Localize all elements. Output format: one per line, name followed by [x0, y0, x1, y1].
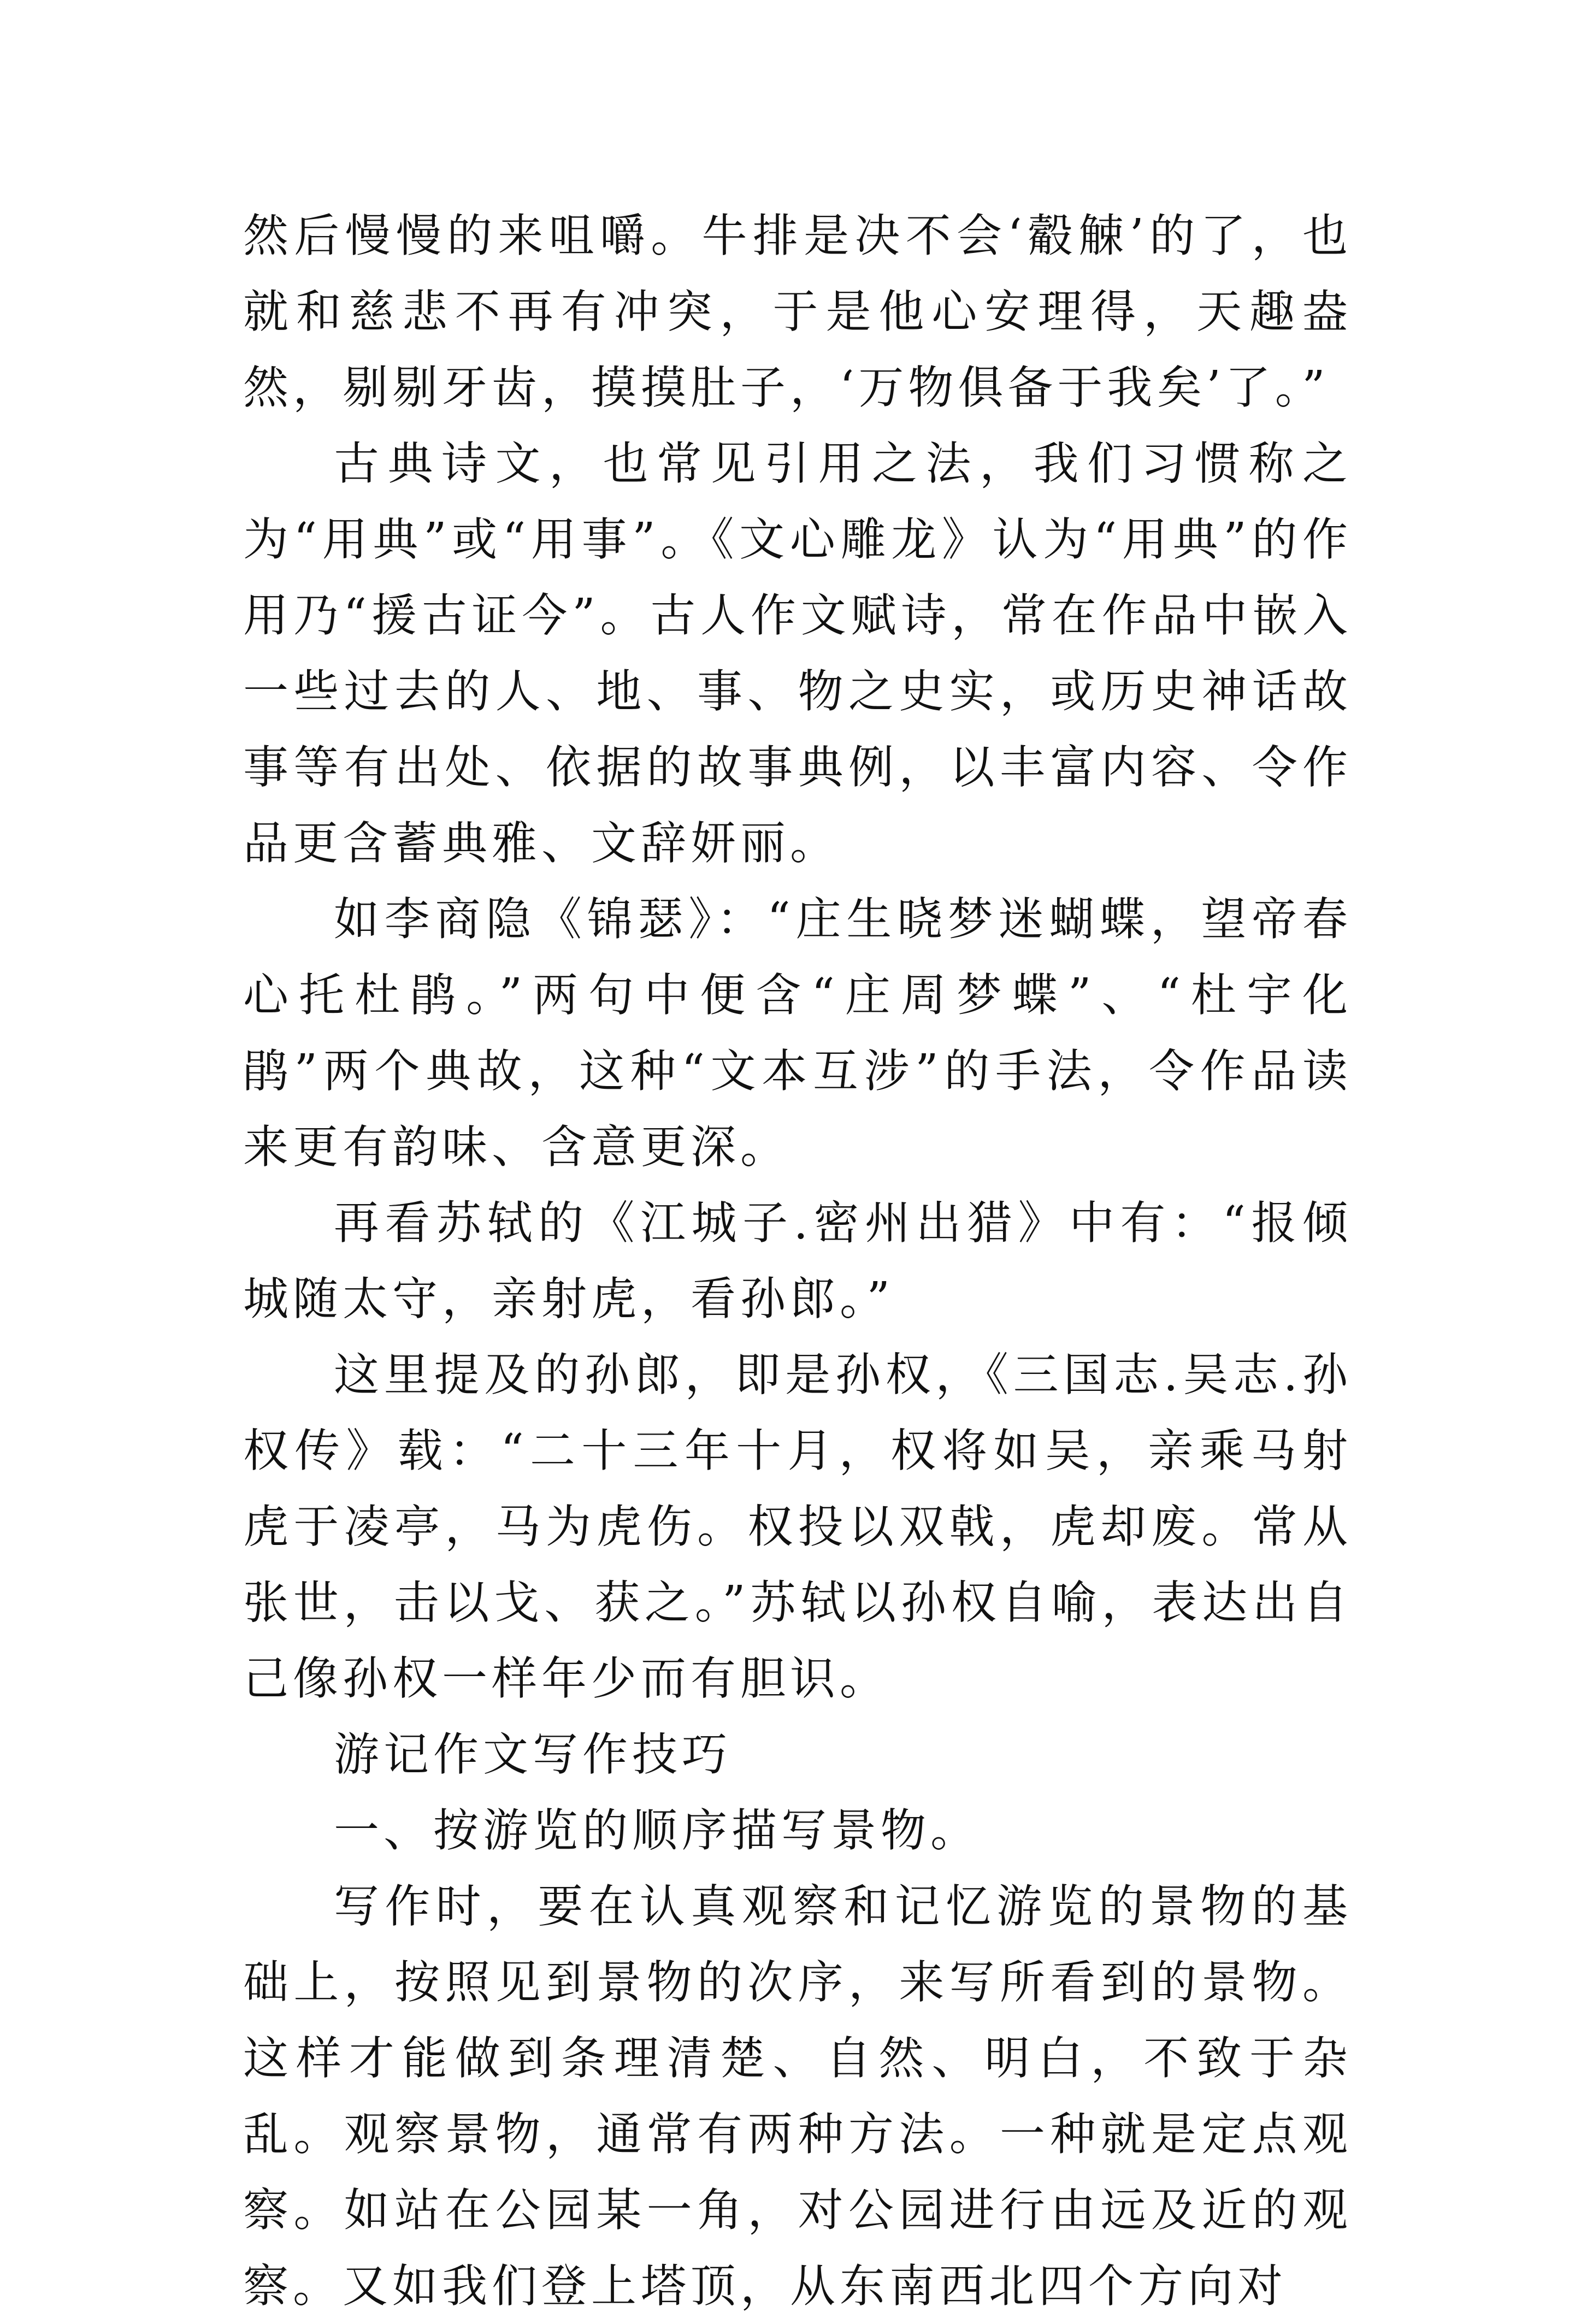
paragraph-allusion-intro: 古典诗文，也常见引用之法，我们习惯称之为“用典”或“用事”。《文心雕龙》认为“用典”的作用乃“援古证今”。古人作文赋诗，常在作品中嵌入一些过去的人、地、事、物之史实，或历史神话故事等有出处、依据的故事典例，以丰富内容、令作品更含蓄典雅、文辞妍丽。: [243, 437, 1352, 870]
document-body: [243, 198, 1352, 2324]
section-heading: 游记作文写作技巧: [334, 1728, 731, 1781]
subheading-1: 一、按游览的顺序描写景物。: [334, 1804, 980, 1857]
paragraph-observation: 写作时，要在认真观察和记忆游览的景物的基础上，按照见到景物的次序，来写所看到的景物。这样才能做到条理清楚、自然、明白，不致于杂乱。观察景物，通常有两种方法。一种就是定点观察。如站在公园某一角，对公园进行由远及近的观察。又如我们登上塔顶，从东南西北四个方向对: [243, 1880, 1352, 2313]
paragraph-continued: 然后慢慢的来咀嚼。牛排是决不会‘觳觫’的了，也就和慈悲不再有冲突，于是他心安理得，天趣盎然，剔剔牙齿，摸摸肚子，‘万物俱备于我矣’了。”: [243, 209, 1352, 414]
paragraph-sun-quan: 这里提及的孙郎，即是孙权，《三国志.吴志.孙权传》载：“二十三年十月，权将如吴，亲乘马射虎于凌亭，马为虎伤。权投以双戟，虎却废。常从张世，击以戈、获之。”苏轼以孙权自喻，表达出自己像孙权一样年少而有胆识。: [243, 1348, 1352, 1705]
paragraph-li-shangyin: 如李商隐《锦瑟》：“庄生晓梦迷蝴蝶，望帝春心托杜鹃。”两句中便含“庄周梦蝶”、“杜宇化鹃”两个典故，这种“文本互涉”的手法，令作品读来更有韵味、含意更深。: [243, 893, 1352, 1173]
paragraph-su-shi: 再看苏轼的《江城子.密州出猎》中有：“报倾城随太守，亲射虎，看孙郎。”: [243, 1196, 1352, 1325]
